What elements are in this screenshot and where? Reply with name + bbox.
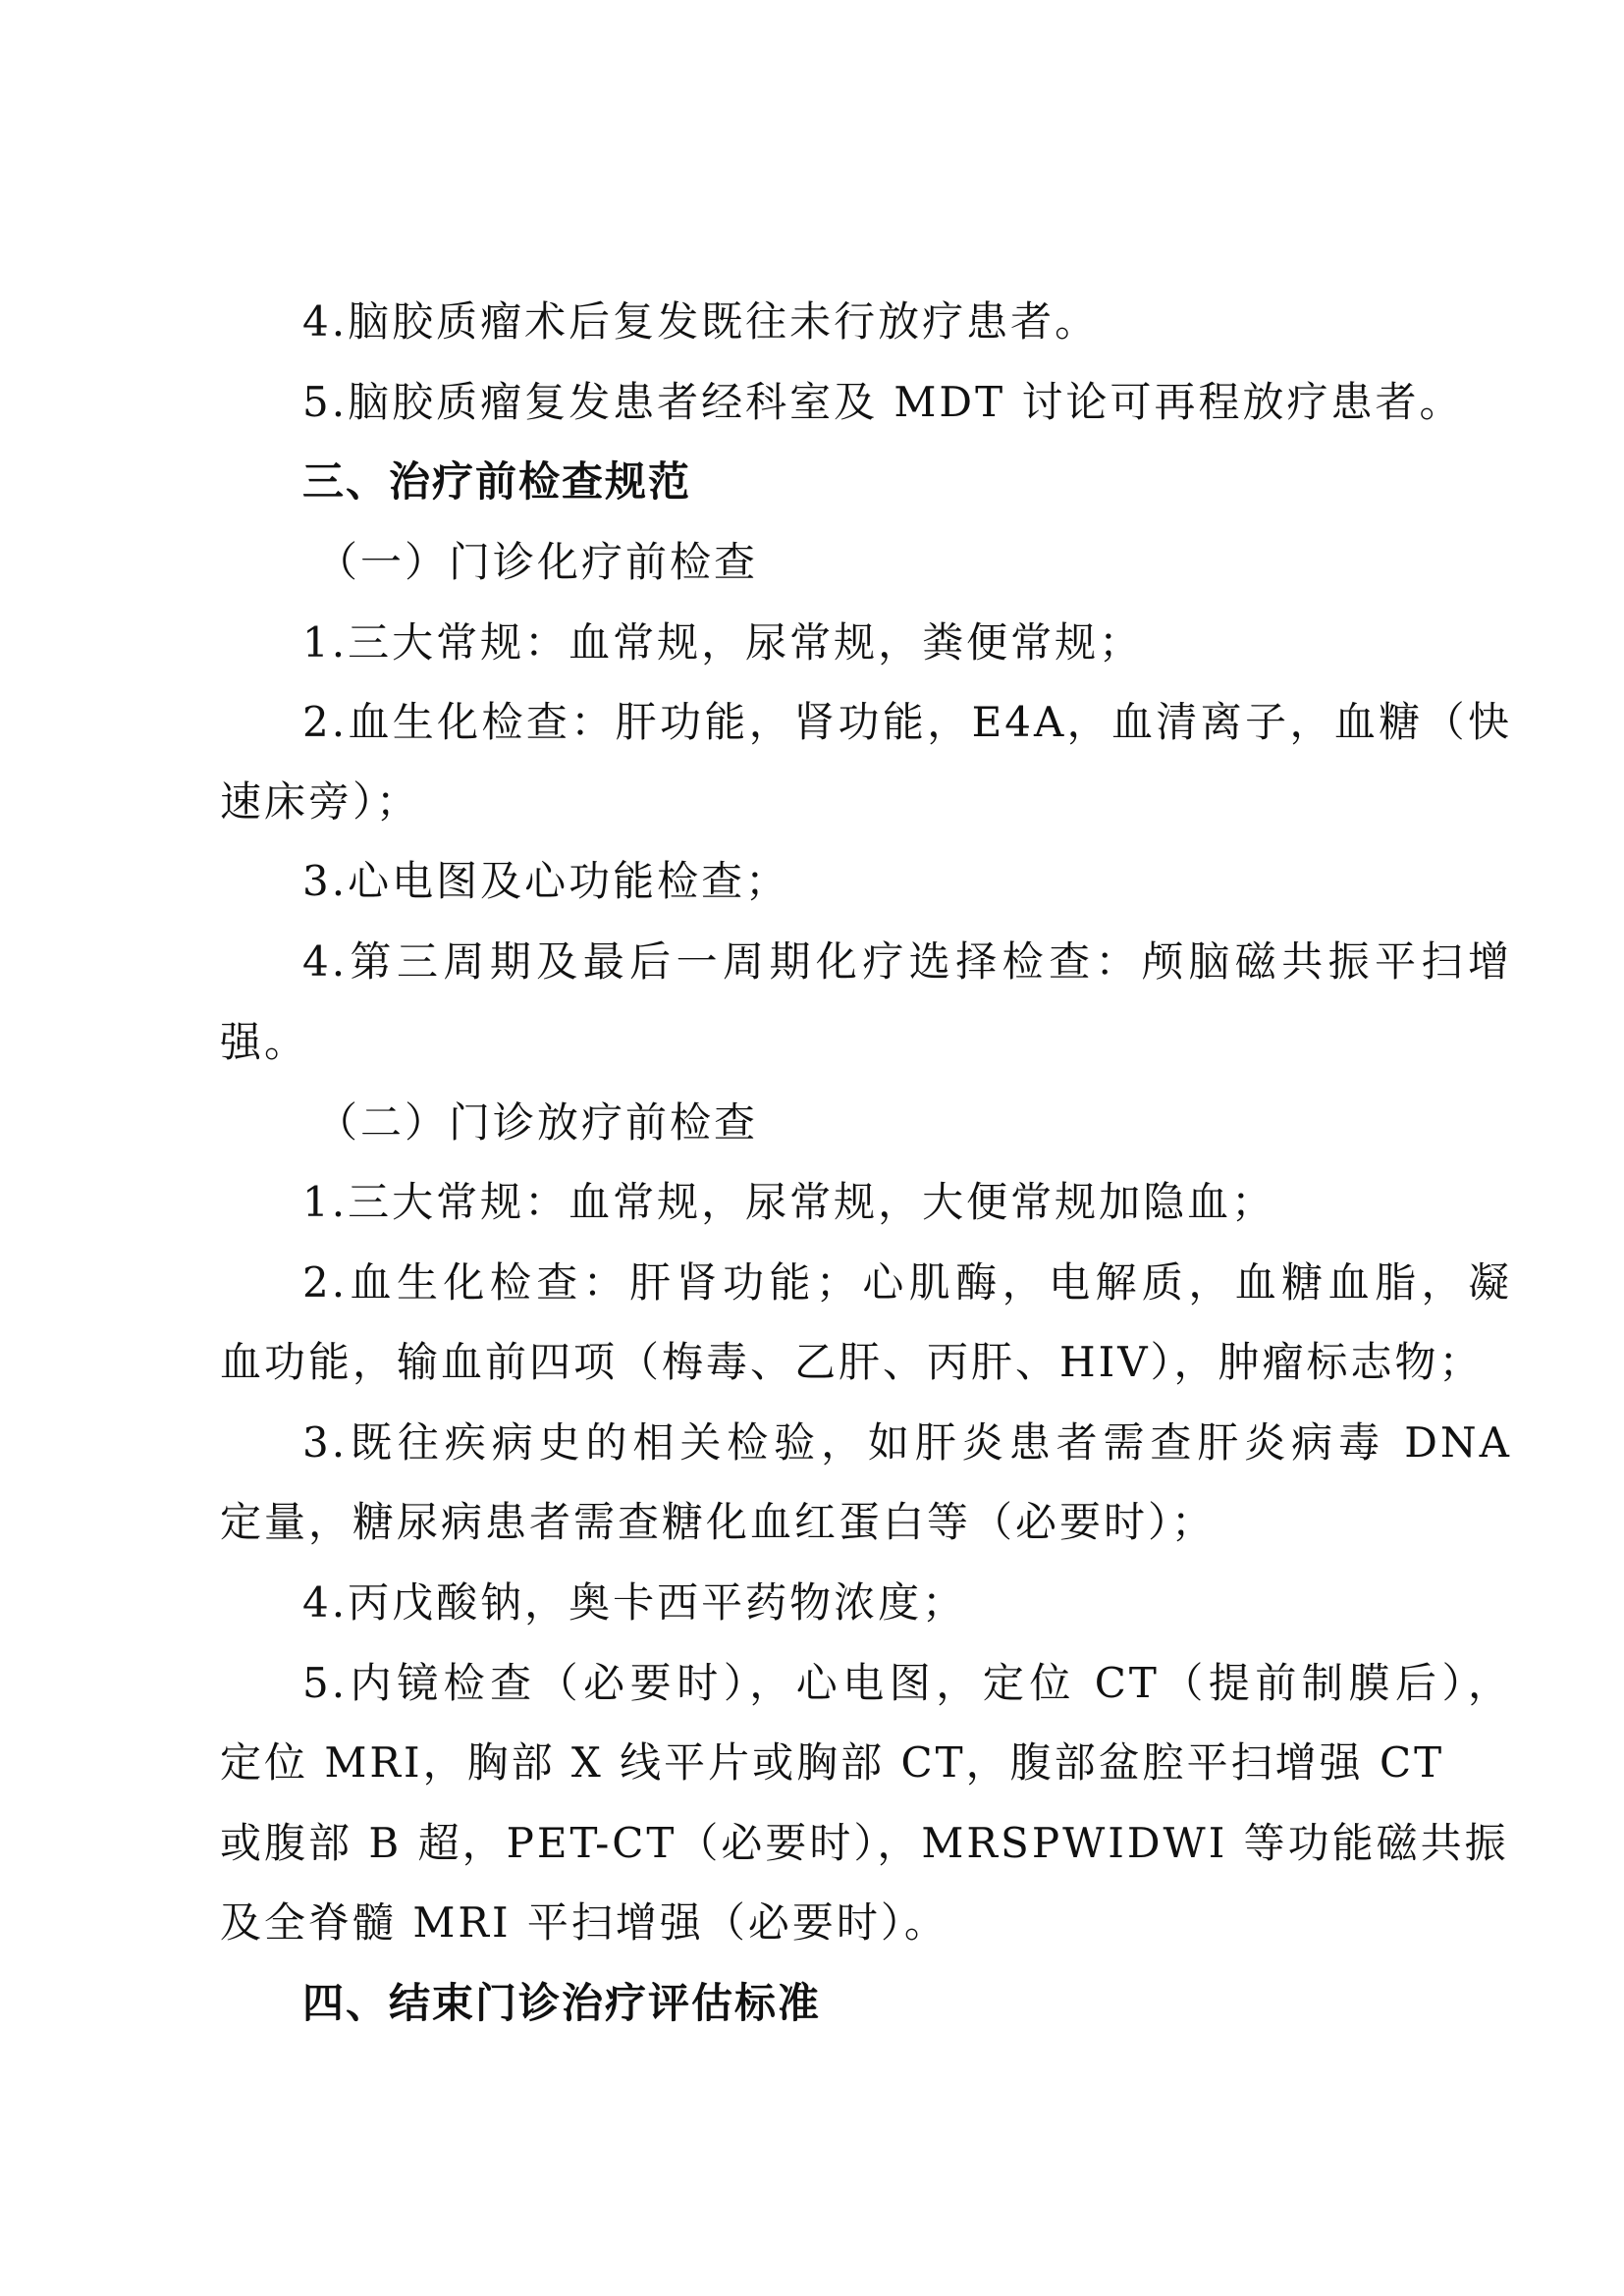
subsection-heading: （二）门诊放疗前检查 bbox=[316, 1098, 759, 1147]
list-item: 2.血生化检查：肝功能，肾功能，E4A，血清离子，血糖（快 bbox=[302, 698, 1512, 746]
list-item: 3.既往疾病史的相关检验，如肝炎患者需查肝炎病毒 DNA bbox=[302, 1418, 1512, 1467]
list-item: 4.第三周期及最后一周期化疗选择检查：颅脑磁共振平扫增 bbox=[302, 937, 1512, 986]
subsection-heading: （一）门诊化疗前检查 bbox=[316, 538, 759, 586]
list-item: 3.心电图及心功能检查； bbox=[302, 857, 790, 905]
list-item: 5.脑胶质瘤复发患者经科室及 MDT 讨论可再程放疗患者。 bbox=[302, 378, 1464, 426]
section-heading: 四、结束门诊治疗评估标准 bbox=[302, 1979, 822, 2027]
list-item: 5.内镜检查（必要时），心电图，定位 CT（提前制膜后）， bbox=[302, 1659, 1512, 1707]
list-item-continuation: 定位 MRI，胸部 X 线平片或胸部 CT，腹部盆腔平扫增强 CT bbox=[220, 1738, 1445, 1787]
list-item-continuation: 或腹部 B 超，PET-CT（必要时），MRSPWIDWI 等功能磁共振 bbox=[220, 1819, 1509, 1867]
list-item-continuation: 定量，糖尿病患者需查糖化血红蛋白等（必要时）； bbox=[220, 1498, 1217, 1546]
list-item: 4.脑胶质瘤术后复发既往未行放疗患者。 bbox=[302, 297, 1100, 346]
section-heading: 三、治疗前检查规范 bbox=[302, 457, 692, 506]
list-item: 1.三大常规：血常规，尿常规，粪便常规； bbox=[302, 618, 1144, 667]
list-item-continuation: 及全脊髓 MRI 平扫增强（必要时）。 bbox=[220, 1898, 948, 1947]
list-item-continuation: 血功能，输血前四项（梅毒、乙肝、丙肝、HIV），肿瘤标志物； bbox=[220, 1338, 1484, 1386]
list-item: 1.三大常规：血常规，尿常规，大便常规加隐血； bbox=[302, 1178, 1276, 1226]
list-item: 4.丙戊酸钠，奥卡西平药物浓度； bbox=[302, 1578, 967, 1627]
list-item: 2.血生化检查：肝肾功能；心肌酶，电解质，血糖血脂，凝 bbox=[302, 1258, 1512, 1307]
list-item-continuation: 速床旁）； bbox=[220, 777, 421, 826]
list-item-continuation: 强。 bbox=[220, 1018, 309, 1066]
